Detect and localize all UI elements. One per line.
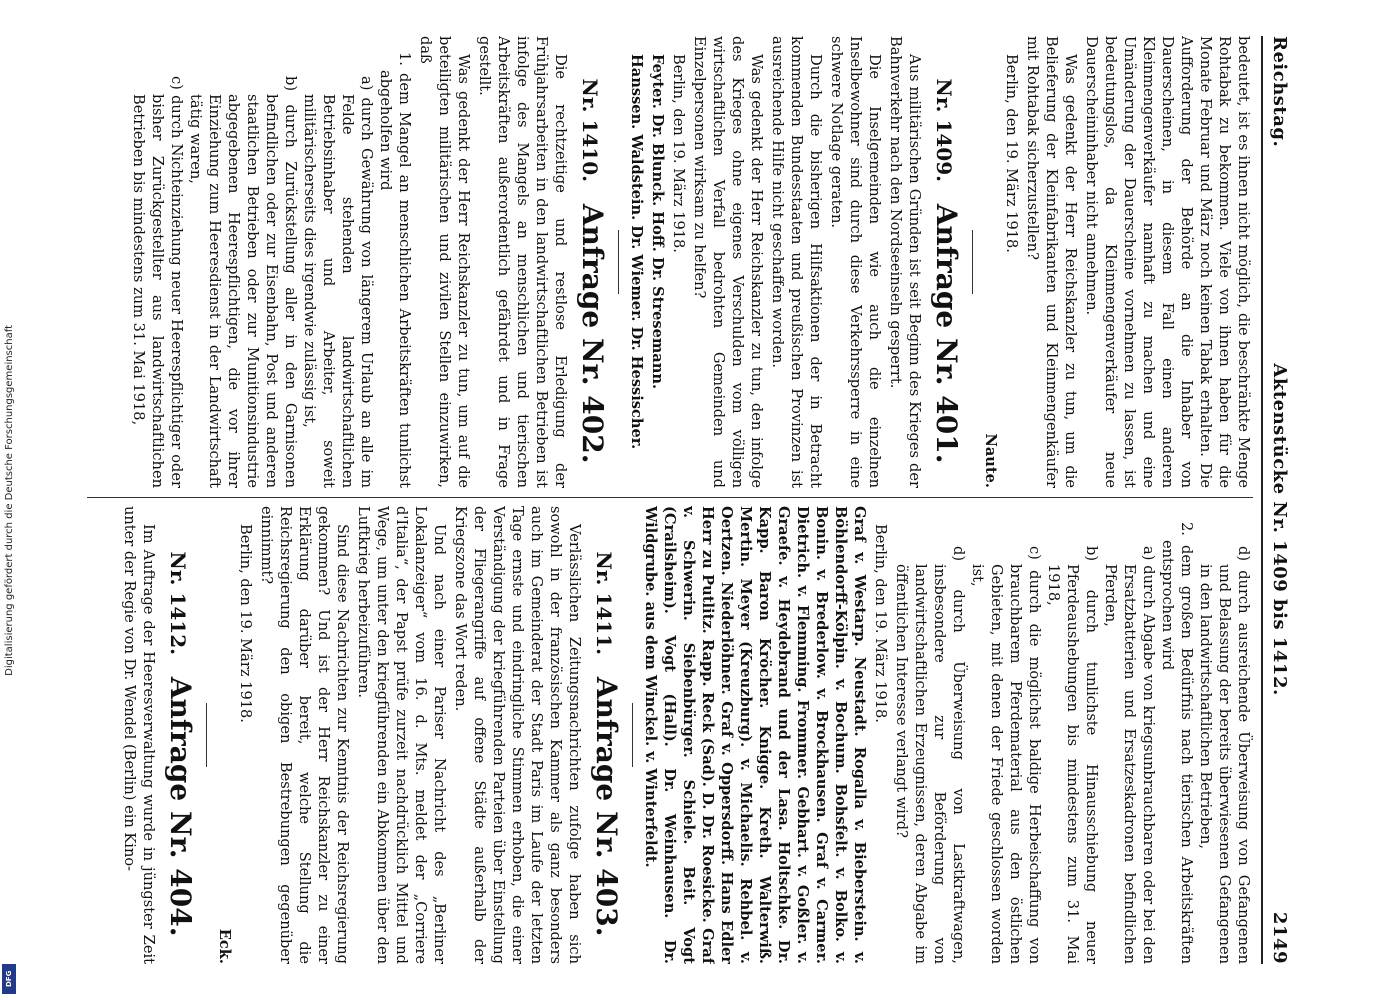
paragraph: Im Auftrage der Heeresverwaltung wurde in jüngster Zeit unter der Regie von Dr. Wendel (Berlin) ein Kino- [120, 506, 157, 964]
dfg-logo: DFG [2, 964, 16, 994]
section-title: Anfrage Nr. 404. [163, 676, 197, 937]
paragraph: Aus militärischen Gründen ist seit Beginn des Krieges der Bahnverkehr nach den Nordseeinseln gesperrt. [886, 36, 923, 488]
left-column [87, 36, 1253, 488]
signature-line: Hanssen. Waldstein. Dr. Wiemer. Dr. Hessischer. [627, 54, 645, 450]
section-heading-401 [926, 36, 964, 488]
list-item: d) durch ausreichende Überweisung von Gefangenen und Belassung der bereits überwiesenen Gefangenen in den landwirtschaftlichen Betrieben, [1196, 546, 1252, 964]
separator-rule [632, 703, 633, 767]
list-item: 2. dem großen Bedürfnis nach tierischen Arbeitskräften entsprochen wird [1158, 522, 1195, 964]
signature-line: Feyter. Dr. Blunck. Hoff. Dr. Stresemann. [648, 54, 666, 390]
enumerated-list [892, 506, 1253, 964]
section-heading-404 [160, 506, 198, 964]
separator-rule [206, 703, 207, 767]
page-number: 2149 [1269, 911, 1290, 964]
section-heading-402 [572, 36, 610, 488]
paragraph: Sind diese Nachrichten zur Kenntnis der Reichsregierung gekommen? Und ist der Herr Reichskanzler zu einer Erklärung darüber bereit, welche Stellung die Reichsregierung den obigen Bestrebungen gegenüber einnimmt? [257, 506, 351, 964]
list-item: b) durch tunlichste Hinausschiebung neuer Pferdeaushebungen bis mindestens zum 31. Mai 1918, [1044, 546, 1100, 964]
intro-paragraph: bedeutet, ist es ihnen nicht möglich, die beschränkte Menge Rohtabak zu bekommen. Viele von ihnen haben für die Monate Februar und März noch keinen Tabak erhalten. Die Aufforderung der Behörde an die Inhaber von Dauerscheinen, in diesem Fall einen anderen Kleinmengenverkäufer namhaft zu machen und eine Umänderung der Dauerscheine vornehmen zu lassen, ist bedeutungslos, da Kleinmengenverkäufer neue Dauerscheininhaber nicht annehmen. [1082, 36, 1252, 488]
separator-rule [618, 230, 619, 294]
paragraph: Und nach einer Pariser Nachricht des „Berliner Lokalanzeiger“ vom 16. d. Mts. meldet der „Corriere d'Italia“, der Papst prüfe zurzeit nachdrücklich Mittel und Wege, um unter den kriegführenden ein Abkommen über den Luftkrieg herbeizuführen. [354, 506, 448, 964]
date-line: Berlin, den 19. März 1918. [236, 524, 254, 723]
page-header [1263, 36, 1297, 964]
header-rule [1261, 36, 1263, 964]
paragraph: Die rechtzeitige und restlose Erledigung der Frühjahrsarbeiten in den landwirtschaftlichen Betrieben ist infolge des Mangels an menschlichen und tierischen Arbeitskräften außerordentlich gefährdet und in Frage gestellt. [475, 36, 569, 488]
digitization-note: Digitalisierung gefördert durch die Deutsche Forschungsgemeinschaft [3, 324, 15, 676]
paragraph: Was gedenkt der Herr Reichskanzler zu tun, um auf die beteiligten militärischen und zivilen Stellen einzuwirken, daß [416, 36, 472, 488]
date-line: Berlin, den 19. März 1918. [871, 524, 889, 723]
paragraph: Verlässlichen Zeitungsnachrichten zufolge haben sich sowohl in der französischen Kammer als ganz besonders auch im Gemeinderat der Stadt Paris im Laufe der letzten Tage ernste und eindringliche Stimmen erhoben, die einer Verständigung der kriegführenden Parteien über Einstellung der Fliegerangriffe auf offene Städte außerhalb der Kriegszone das Wort reden. [451, 506, 583, 964]
paragraph: Durch die bisherigen Hilfsaktionen der in Betracht kommenden Bundesstaaten und preußischen Provinzen ist ausreichende Hilfe nicht geschaffen worden. [768, 36, 824, 488]
enumerated-list [129, 36, 414, 488]
section-title: Anfrage Nr. 403. [589, 676, 623, 937]
list-item: d) durch Überweisung von Lastkraftwagen, insbesondere zur Beförderung von landwirtschaftlichen Erzeugnissen, deren Abgabe im öffentlichen Interesse verlangt wird? [892, 546, 967, 964]
section-number: Nr. 1412. [165, 551, 190, 656]
digitization-sidebar [0, 0, 18, 1000]
section-title: Anfrage Nr. 401. [929, 203, 963, 464]
section-heading-403 [586, 506, 624, 964]
section-title: Anfrage Nr. 402. [575, 203, 609, 464]
scanned-page [67, 0, 1317, 1000]
paragraph: Die Inselgemeinden wie auch die einzelnen Inselbewohner sind durch diese Verkehrssperre in eine schwere Notlage geraten. [827, 36, 883, 488]
column-divider [87, 497, 1253, 498]
date-line: Berlin, den 19. März 1918. [1002, 54, 1020, 253]
signature-list: Graf v. Westarp. Neustadt. Rogalla v. Bieberstein. v. Böhlendorff-Kölpin. v. Bochum. Bohsfelt. v. Bolko. v. Bonin. v. Brederlow. v. Brockhausen. Graf v. Carmer. Dietrich. v. Flemming. Frommer. Gebhart. v. Goßler. v. Graefe. v. Heydebrand und der Lasa. Holtschke. Dr. Kapp. Baron Kröcher. Knigge. Kreth. Walterwiß. Mertin. Meyer (Kreuzburg). v. Michaelis. Rehbel. v. Oertzen. Niederlöhner. Graf v. Oppersdorff. Hans Edler Herr zu Putlitz. Rapp. Reck (Sad). D. Dr. Roesicke. Graf v. Schwerin. Siebenbürger. Schiele. Beit. Vogt (Crailsheim). Vogt (Hall). Dr. Weinhausen. Dr. Wildgrube. aus dem Winckel. v. Winterfeldt. [641, 506, 868, 964]
header-title: Aktenstücke Nr. 1409 bis 1412. [1269, 363, 1290, 696]
list-item: 1. dem Mangel an menschlichen Arbeitskräften tunlichst abgeholfen wird [376, 52, 413, 488]
section-number: Nr. 1409. [931, 78, 956, 183]
paragraph: Was gedenkt der Herr Reichskanzler zu tun, den infolge des Krieges ohne eigenes Verschulden vom völligen wirtschaftlichen Verfall bedrohten Gemeinden und Einzelpersonen wirksam zu helfen? [690, 36, 765, 488]
question-paragraph: Was gedenkt der Herr Reichskanzler zu tun, um die Belieferung der Kleinfabrikanten und Kleinmengenkäufer mit Rohtabak sicherzustellen? [1023, 36, 1079, 488]
header-left: Reichstag. [1269, 36, 1290, 148]
section-number: Nr. 1410. [577, 78, 602, 183]
list-item: c) durch die möglichst baldige Herbeischaffung von brauchbarem Pferdematerial aus den östlichen Gebieten, mit denen der Friede geschlossen worden ist, [968, 546, 1043, 964]
separator-rule [972, 230, 973, 294]
section-number: Nr. 1411. [591, 551, 616, 656]
list-item: a) durch Gewährung von längerem Urlaub an alle im Felde stehenden landwirtschaftlichen Betriebsinhaber und Arbeiter, soweit militärischerseits dies irgendwie zulässig ist, [300, 76, 375, 488]
list-item: c) durch Nichteinziehung neuer Heerespflichtiger oder bisher Zurückgestellter aus landwirtschaftlichen Betrieben bis mindestens zum 31. Mai 1918, [129, 76, 185, 488]
list-item: b) durch Zurückstellung aller in den Garnisonen befindlichen oder zur Eisenbahn, Post und anderen staatlichen Betrieben oder zur Munitionsindustrie abgegebenen Heerespflichtigen, die vor ihrer Einziehung zum Heeresdienst in der Landwirtschaft tätig waren, [186, 76, 299, 488]
right-column [87, 506, 1253, 964]
signature: Eck. [215, 928, 233, 964]
date-line: Berlin, den 19. März 1918. [669, 54, 687, 253]
signature: Naute. [981, 433, 999, 488]
list-item: a) durch Abgabe von kriegsunbrauchbaren oder bei den Ersatzbatterien und Ersatzeskadronen befindlichen Pferden, [1101, 546, 1157, 964]
